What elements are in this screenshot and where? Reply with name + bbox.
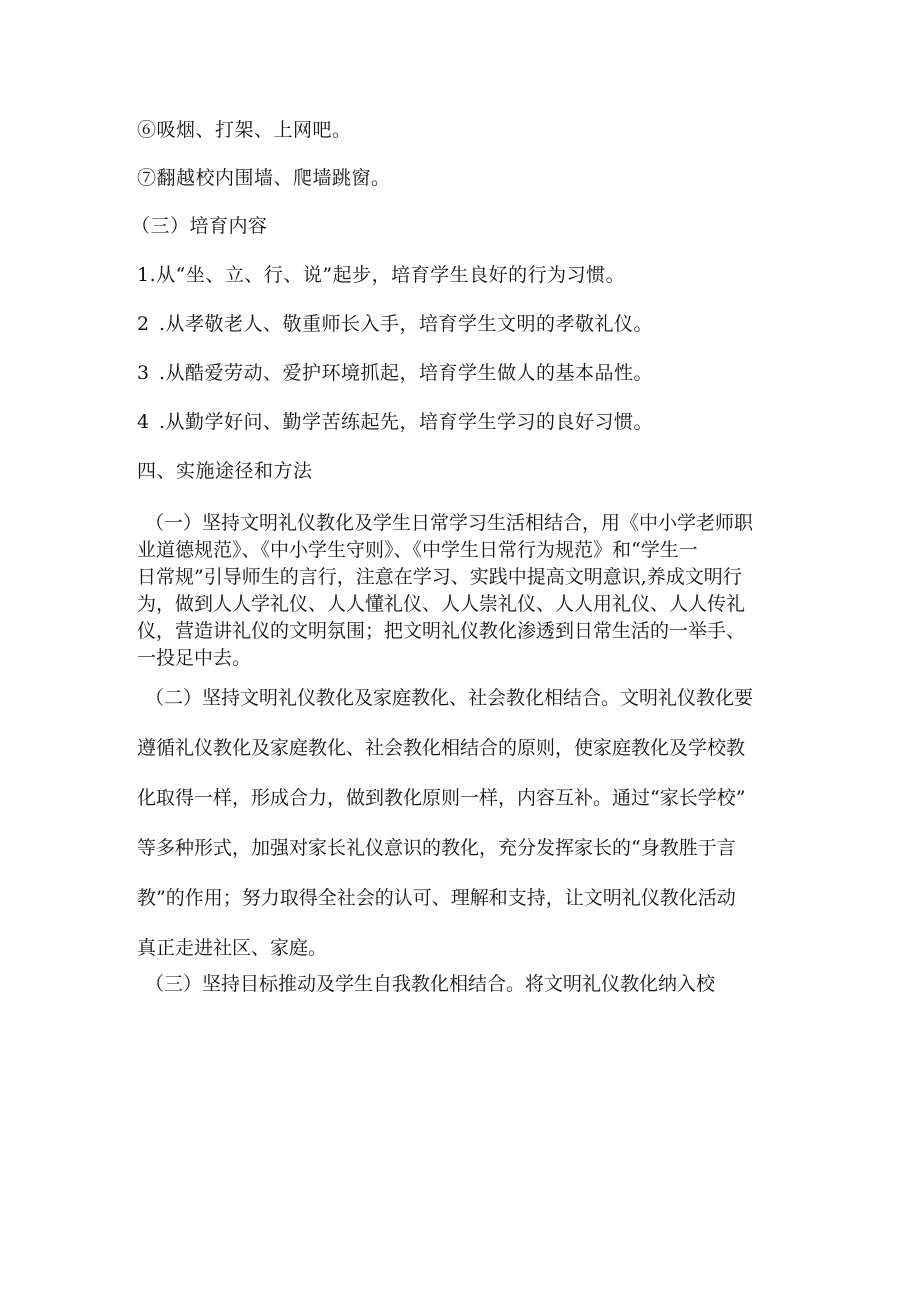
- content-item-2-text: .从孝敬老人、敬重师长入手，培育学生文明的孝敬礼仪。: [159, 313, 654, 335]
- paragraph-1-line: 日常规”引导师生的言行，注意在学习、实践中提高文明意识,养成文明行: [137, 566, 742, 588]
- section-heading-implementation: 四、实施途径和方法: [137, 460, 313, 482]
- content-item-4-number: 4: [137, 411, 150, 433]
- content-item-3-text: .从酷爱劳动、爱护环境抓起，培育学生做人的基本品性。: [159, 362, 654, 384]
- paragraph-3-line: （三）坚持目标推动及学生自我教化相结合。将文明礼仪教化纳入校: [145, 973, 716, 995]
- paragraph-2-line: 遵循礼仪教化及家庭教化、社会教化相结合的原则，使家庭教化及学校教: [137, 737, 746, 759]
- content-item-2: [137, 312, 653, 336]
- list-item-6: ⑥吸烟、打架、上网吧。: [137, 119, 352, 141]
- paragraph-1-line: 为，做到人人学礼仪、人人懂礼仪、人人崇礼仪、人人用礼仪、人人传礼: [137, 593, 746, 615]
- paragraph-2-line: 等多种形式，加强对家长礼仪意识的教化，充分发挥家长的“身教胜于言: [137, 837, 736, 859]
- paragraph-1-line: （一）坚持文明礼仪教化及学生日常学习生活相结合，用《中小学老师职: [145, 512, 754, 534]
- content-item-2-number: 2: [137, 313, 150, 335]
- paragraph-2-line: 教”的作用；努力取得全社会的认可、理解和支持，让文明礼仪教化活动: [137, 887, 736, 909]
- paragraph-2: [137, 673, 817, 973]
- section-heading-cultivation-content: （三）培育内容: [131, 215, 268, 237]
- content-item-1-number: 1.: [137, 264, 157, 286]
- paragraph-1-line: 一投足中去。: [137, 647, 252, 669]
- paragraph-1: [137, 510, 817, 672]
- paragraph-3: [145, 959, 817, 1009]
- content-item-4: [137, 410, 653, 434]
- paragraph-2-line: 真正走进社区、家庭。: [137, 937, 328, 959]
- content-item-1-text: 从“坐、立、行、说”起步，培育学生良好的行为习惯。: [156, 264, 626, 286]
- paragraph-1-line: 仪，营造讲礼仪的文明氛围；把文明礼仪教化渗透到日常生活的一举手、: [137, 620, 746, 642]
- paragraph-2-line: 化取得一样，形成合力，做到教化原则一样，内容互补。通过“家长学校”: [137, 787, 746, 809]
- content-item-4-text: .从勤学好问、勤学苦练起先，培育学生学习的良好习惯。: [159, 411, 654, 433]
- content-item-3: [137, 361, 653, 385]
- paragraph-1-line: 业道德规范》、《中小学生守则》、《中学生日常行为规范》和“学生一: [137, 539, 698, 561]
- content-item-1: [137, 263, 625, 287]
- content-item-3-number: 3: [137, 362, 150, 384]
- list-item-7: ⑦翻越校内围墙、爬墙跳窗。: [137, 167, 391, 189]
- paragraph-2-line: （二）坚持文明礼仪教化及家庭教化、社会教化相结合。文明礼仪教化要: [145, 687, 754, 709]
